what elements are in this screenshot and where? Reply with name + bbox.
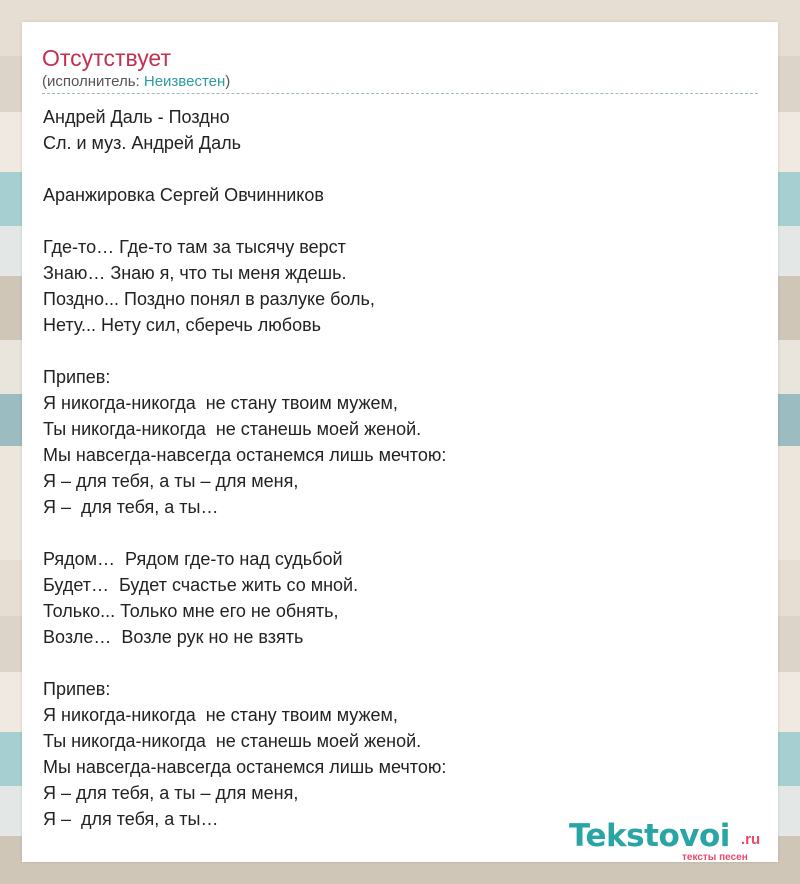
- logo-domain: .ru: [741, 831, 761, 848]
- performer-suffix: ): [225, 73, 231, 90]
- lyrics-text: [43, 104, 743, 832]
- lyric-line: Сл. и муз. Андрей Даль: [43, 133, 241, 153]
- lyric-line: Андрей Даль - Поздно: [43, 107, 230, 127]
- lyric-line: Будет… Будет счастье жить со мной.: [43, 575, 359, 595]
- lyric-line: Нету... Нету сил, сберечь любовь: [43, 315, 322, 335]
- lyric-line: Припев:: [43, 679, 111, 699]
- lyric-line: Ты никогда-никогда не станешь моей женой.: [43, 419, 422, 439]
- lyric-line: Я никогда-никогда не стану твоим мужем,: [43, 705, 398, 725]
- lyric-line: Я – для тебя, а ты – для меня,: [43, 471, 299, 491]
- lyric-line: Мы навсегда-навсегда останемся лишь мечтою:: [43, 445, 447, 465]
- lyric-line: [43, 650, 743, 676]
- performer-link[interactable]: Неизвестен: [143, 73, 226, 90]
- lyric-line: Только... Только мне его не обнять,: [43, 601, 339, 621]
- lyrics-card: [22, 22, 778, 862]
- lyric-line: Знаю… Знаю я, что ты меня ждешь.: [43, 263, 347, 283]
- divider: [42, 93, 758, 94]
- lyric-line: Я – для тебя, а ты…: [43, 497, 219, 517]
- lyric-line: [43, 520, 743, 546]
- logo-tagline: тексты песен: [682, 852, 748, 863]
- lyric-line: [43, 338, 743, 364]
- song-title: Отсутствует: [42, 45, 171, 71]
- lyric-line: [43, 208, 743, 234]
- lyric-line: Я никогда-никогда не стану твоим мужем,: [43, 393, 398, 413]
- lyric-line: Ты никогда-никогда не станешь моей женой.: [43, 731, 422, 751]
- performer-prefix: (исполнитель:: [42, 73, 144, 90]
- lyric-line: Я – для тебя, а ты…: [43, 809, 219, 829]
- lyric-line: Рядом… Рядом где-то над судьбой: [43, 549, 343, 569]
- lyric-line: Припев:: [43, 367, 111, 387]
- lyric-line: Мы навсегда-навсегда останемся лишь мечтою:: [43, 757, 447, 777]
- lyric-line: Возле… Возле рук но не взять: [43, 627, 304, 647]
- logo-wordmark: Tekstovoi: [569, 818, 730, 854]
- site-logo[interactable]: [569, 818, 779, 866]
- performer-line: [42, 72, 230, 92]
- lyric-line: Поздно... Поздно понял в разлуке боль,: [43, 289, 375, 309]
- lyric-line: Где-то… Где-то там за тысячу верст: [43, 237, 346, 257]
- lyric-line: Я – для тебя, а ты – для меня,: [43, 783, 299, 803]
- lyric-line: [43, 156, 743, 182]
- lyric-line: Аранжировка Сергей Овчинников: [43, 185, 324, 205]
